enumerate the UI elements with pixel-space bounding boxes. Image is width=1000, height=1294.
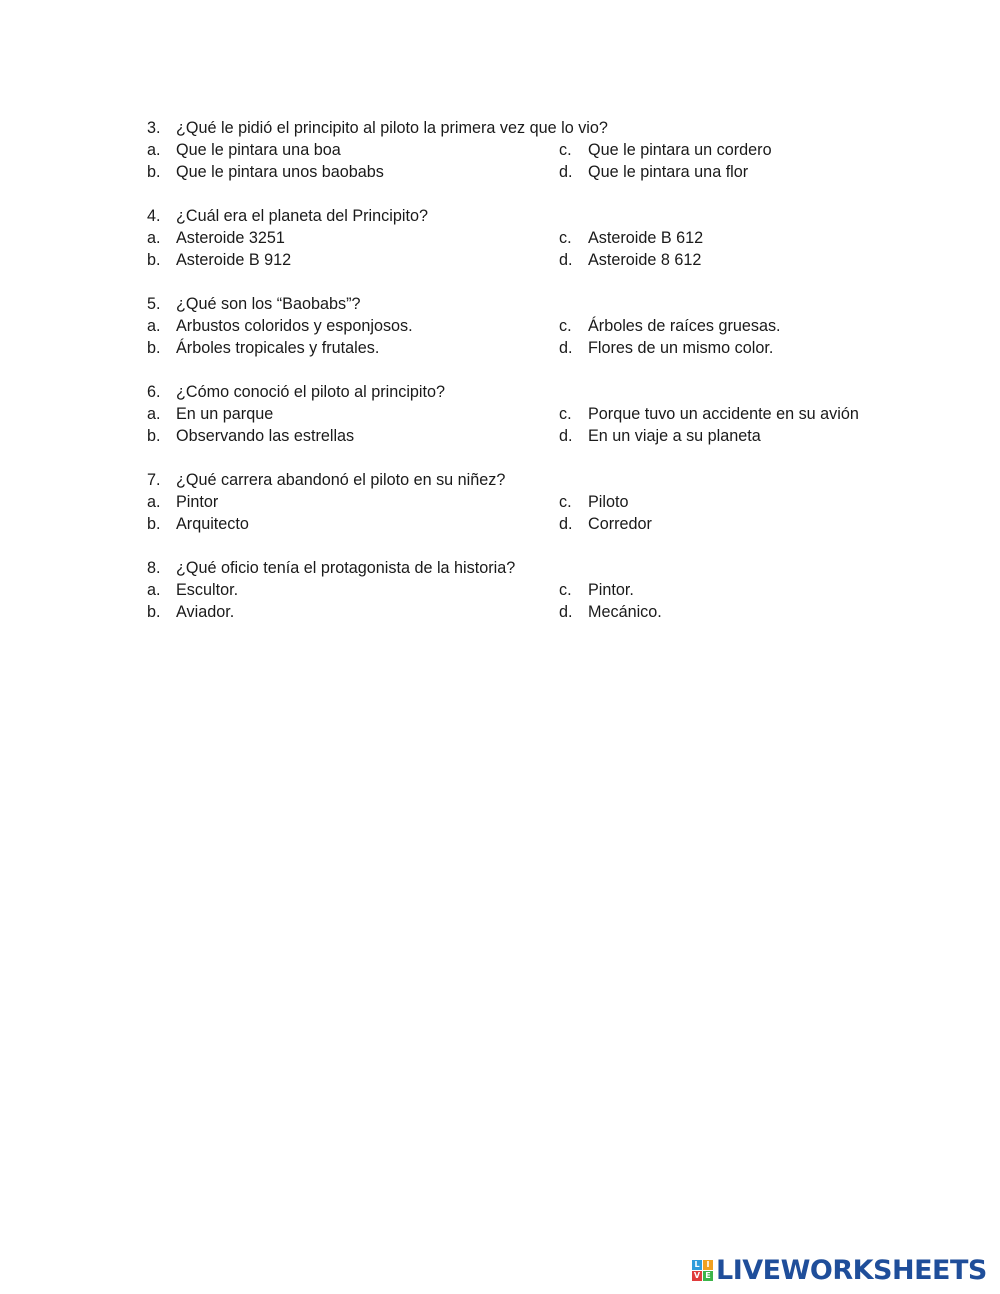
option-c-letter: c.: [559, 581, 572, 599]
option-a-letter: a.: [147, 229, 161, 247]
question-number: 5.: [147, 295, 161, 313]
option-b-letter: b.: [147, 603, 161, 621]
question-text: ¿Cuál era el planeta del Principito?: [176, 207, 428, 225]
question-5: [0, 293, 1000, 359]
question-row: [0, 293, 1000, 315]
option-a-text[interactable]: Arbustos coloridos y esponjosos.: [176, 317, 413, 335]
option-row: [0, 227, 1000, 249]
question-row: [0, 557, 1000, 579]
option-row: [0, 249, 1000, 271]
question-text: ¿Qué son los “Baobabs”?: [176, 295, 361, 313]
question-number: 6.: [147, 383, 161, 401]
option-row: [0, 425, 1000, 447]
option-b-text[interactable]: Árboles tropicales y frutales.: [176, 339, 380, 357]
option-d-letter: d.: [559, 251, 573, 269]
option-b-text[interactable]: Observando las estrellas: [176, 427, 355, 445]
question-row: [0, 381, 1000, 403]
option-d-text[interactable]: Flores de un mismo color.: [588, 339, 774, 357]
question-number: 4.: [147, 207, 161, 225]
option-d-letter: d.: [559, 515, 573, 533]
option-row: [0, 337, 1000, 359]
option-a-letter: a.: [147, 141, 161, 159]
question-row: [0, 469, 1000, 491]
option-a-text[interactable]: En un parque: [176, 405, 274, 423]
option-c-text[interactable]: Árboles de raíces gruesas.: [588, 317, 781, 335]
option-a-text[interactable]: Pintor: [176, 493, 219, 511]
option-d-text[interactable]: Asteroide 8 612: [588, 251, 702, 269]
question-row: [0, 205, 1000, 227]
question-8: [0, 557, 1000, 623]
option-b-letter: b.: [147, 427, 161, 445]
option-b-text[interactable]: Que le pintara unos baobabs: [176, 163, 384, 181]
option-a-letter: a.: [147, 405, 161, 423]
option-a-text[interactable]: Que le pintara una boa: [176, 141, 341, 159]
question-text: ¿Qué oficio tenía el protagonista de la historia?: [176, 559, 516, 577]
option-row: [0, 315, 1000, 337]
option-d-text[interactable]: Mecánico.: [588, 603, 662, 621]
logo-mark-letter: V: [693, 1270, 701, 1280]
question-number: 3.: [147, 119, 161, 137]
option-b-letter: b.: [147, 163, 161, 181]
option-c-text[interactable]: Que le pintara un cordero: [588, 141, 772, 159]
question-text: ¿Qué le pidió el principito al piloto la primera vez que lo vio?: [176, 119, 608, 137]
option-d-letter: d.: [559, 603, 573, 621]
question-number: 8.: [147, 559, 161, 577]
question-4: [0, 205, 1000, 271]
question-text: ¿Cómo conoció el piloto al principito?: [176, 383, 446, 401]
question-6: [0, 381, 1000, 447]
liveworksheets-logo[interactable]: [692, 1255, 987, 1285]
option-a-letter: a.: [147, 493, 161, 511]
question-row: [0, 117, 1000, 139]
option-row: [0, 139, 1000, 161]
option-c-letter: c.: [559, 229, 572, 247]
option-d-text[interactable]: Corredor: [588, 515, 652, 533]
option-d-letter: d.: [559, 427, 573, 445]
option-c-text[interactable]: Piloto: [588, 493, 629, 511]
option-d-letter: d.: [559, 163, 573, 181]
option-c-letter: c.: [559, 141, 572, 159]
option-d-text[interactable]: En un viaje a su planeta: [588, 427, 761, 445]
question-text: ¿Qué carrera abandonó el piloto en su niñez?: [176, 471, 506, 489]
option-row: [0, 579, 1000, 601]
option-row: [0, 513, 1000, 535]
logo-mark-letter: I: [703, 1260, 713, 1270]
worksheet: [0, 117, 1000, 645]
option-c-letter: c.: [559, 405, 572, 423]
option-a-text[interactable]: Escultor.: [176, 581, 239, 599]
option-a-text[interactable]: Asteroide 3251: [176, 229, 285, 247]
logo-text: LIVEWORKSHEETS: [716, 1254, 987, 1286]
option-a-letter: a.: [147, 317, 161, 335]
logo-mark-letter: E: [703, 1271, 713, 1281]
option-d-letter: d.: [559, 339, 573, 357]
option-a-letter: a.: [147, 581, 161, 599]
option-row: [0, 161, 1000, 183]
question-number: 7.: [147, 471, 161, 489]
logo-mark-icon: [692, 1260, 713, 1281]
logo-mark-letter: L: [692, 1260, 702, 1270]
question-7: [0, 469, 1000, 535]
option-row: [0, 491, 1000, 513]
option-c-text[interactable]: Pintor.: [588, 581, 634, 599]
option-row: [0, 403, 1000, 425]
question-3: [0, 117, 1000, 183]
option-b-letter: b.: [147, 251, 161, 269]
option-c-letter: c.: [559, 317, 572, 335]
option-b-text[interactable]: Arquitecto: [176, 515, 249, 533]
option-b-letter: b.: [147, 339, 161, 357]
option-c-text[interactable]: Asteroide B 612: [588, 229, 704, 247]
option-row: [0, 601, 1000, 623]
option-b-text[interactable]: Aviador.: [176, 603, 235, 621]
option-b-letter: b.: [147, 515, 161, 533]
option-c-text[interactable]: Porque tuvo un accidente en su avión: [588, 405, 859, 423]
option-b-text[interactable]: Asteroide B 912: [176, 251, 292, 269]
option-c-letter: c.: [559, 493, 572, 511]
option-d-text[interactable]: Que le pintara una flor: [588, 163, 749, 181]
